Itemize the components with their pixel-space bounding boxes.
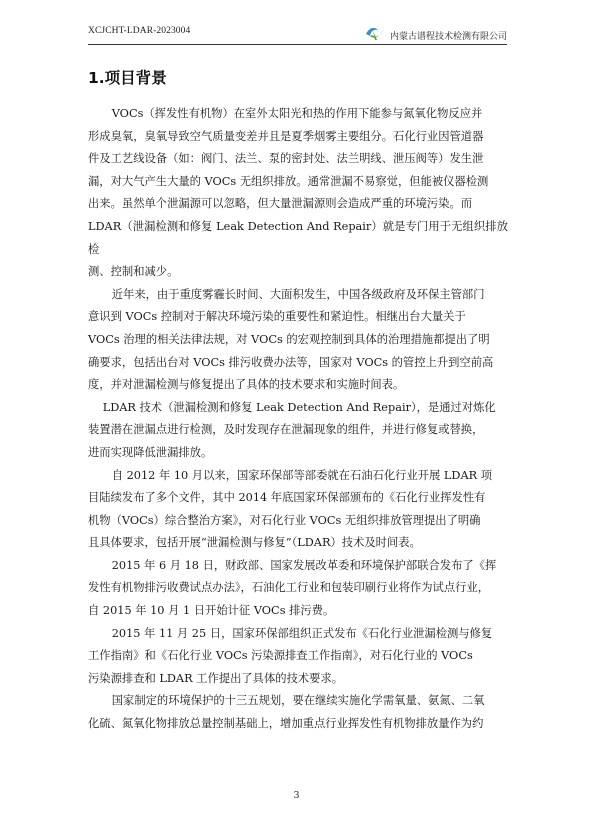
paragraph-13th-five-year-plan: 国家制定的环境保护的十三五规划，要在继续实施化学需氧量、氨氮、二氧 化硫、氮氧化物排放总量控制基础上，增加重点行业挥发性有机物排放量作为约 [88, 694, 485, 731]
page-number: 3 [293, 790, 300, 801]
company-name: 内蒙古谱程技术检测有限公司 [389, 31, 507, 42]
document-code: XCJCHT-LDAR-2023004 [88, 26, 191, 36]
paragraph-recent-years: 近年来，由于重度雾霾长时间、大面积发生，中国各级政府及环保主管部门 意识到 VOCs 控制对于解决环境污染的重要性和紧迫性。相继出台大量关于 VOCs 治理的相关法律法规，对 VOCs 的宏观控制到具体的治理措施都提出了明 确要求，包括出台对 VOCs 排污收费办法等，国家对 VOCs 的管控上升到空前高 度，并对泄漏检测与修复提出了具体的技术要求和实施时间表。 [88, 287, 494, 392]
paragraph-since-2012: 自 2012 年 10 月以来，国家环保部等部委就在石油石化行业开展 LDAR 项 目陆续发布了多个文件，其中 2014 年底国家环保部颁布的《石化行业挥发性有 机物（VOCs）综合整治方案》，对石化行业 VOCs 无组织排放管理提出了明确 且具体要求，包括开展“泄漏检测与修复”（LDAR）技术及时间表。 [88, 468, 493, 550]
body-text [88, 103, 508, 736]
section-title: 1.项目背景 [88, 69, 167, 87]
paragraph-2015-november: 2015 年 11 月 25 日，国家环保部组织正式发布《石化行业泄漏检测与修复 工作指南》和《石化行业 VOCs 污染源排查工作指南》，对石化行业的 VOCs 污染源排查和 LDAR 工作提出了具体的技术要求。 [88, 626, 493, 685]
company-logo-icon [364, 24, 386, 42]
paragraph-vocs-intro: VOCs（挥发性有机物）在室外太阳光和热的作用下能参与氮氧化物反应并 形成臭氧，臭氧导致空气质量变差并且是夏季烟雾主要组分。石化行业因管道器 件及工艺线设备（如：阀门、法兰、泵的密封处、法兰明线、泄压阀等）发生泄 漏，对大气产生大量的 VOCs 无组织排放。通常泄漏不易察觉，但能被仪器检测 出来。虽然单个泄漏源可以忽略，但大量泄漏源则会造成严重的环境污染。而 LDAR（泄漏检测和修复 Leak Detection And Repair）就是专门用于无组织排放检 测、控制和减少。 [88, 107, 508, 279]
paragraph-ldar-technology: LDAR 技术（泄漏检测和修复 Leak Detection And Repair），是通过对炼化 装置潜在泄漏点进行检测，及时发现存在泄漏现象的组件，并进行修复或替换， 进而实现降低泄漏排放。 [88, 400, 496, 459]
page-header [88, 18, 507, 45]
paragraph-2015-june: 2015 年 6 月 18 日，财政部、国家发展改革委和环境保护部联合发布了《挥 发性有机物排污收费试点办法》，石油化工行业和包装印刷行业将作为试点行业， 自 2015 年 10 月 1 日开始计征 VOCs 排污费。 [88, 558, 497, 618]
company-block [364, 24, 507, 42]
